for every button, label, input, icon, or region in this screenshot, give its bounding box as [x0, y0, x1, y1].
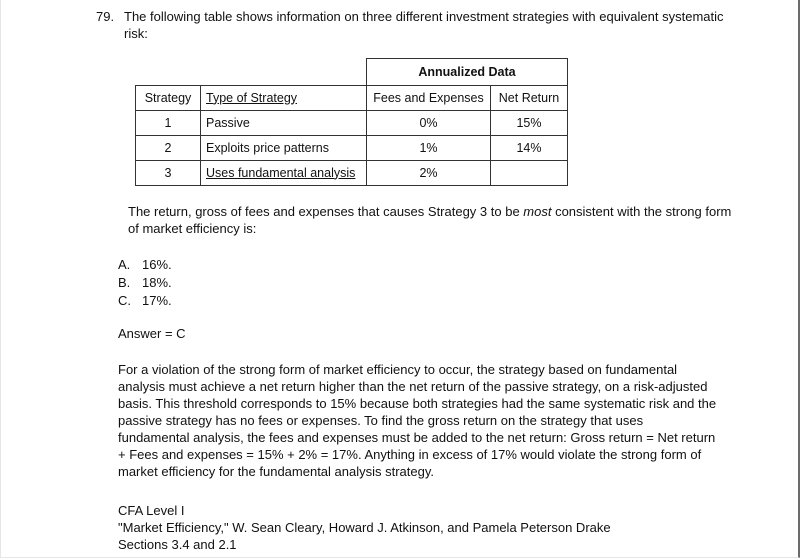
table-header-fees: Fees and Expenses [367, 86, 491, 111]
option-letter: C. [118, 293, 131, 308]
table-cell-type: Uses fundamental analysis [201, 161, 367, 186]
table-cell-fees: 0% [367, 111, 491, 136]
question-number: 79. [96, 9, 115, 24]
table-header-type: Type of Strategy [201, 86, 367, 111]
answer-line: Answer = C [118, 326, 186, 341]
table-header-row [136, 86, 568, 111]
table-header-net-return: Net Return [491, 86, 568, 111]
option-text: 18%. [142, 275, 172, 290]
source-level: CFA Level I [118, 503, 185, 518]
table-cell-net-return: 15% [491, 111, 568, 136]
table-cell-fees: 1% [367, 136, 491, 161]
table-empty-corner [136, 59, 367, 86]
table-group-header-row [136, 59, 568, 86]
table-cell-strategy: 1 [136, 111, 201, 136]
table-cell-net-return [491, 161, 568, 186]
question [96, 8, 736, 42]
table-group-header: Annualized Data [367, 59, 568, 86]
explanation-paragraph: For a violation of the strong form of market efficiency to occur, the strategy based on fundamental analysis must achieve a net return higher than the net return of the passive strategy, on a risk-adjusted basis. This threshold corresponds to 15% because both strategies had the same systematic risk and the passive strategy has no fees or expenses. To find the gross return on the strategy that uses fundamental analysis, the fees and expenses must be added to the net return: Gross return = Net return + Fees and expenses = 15% + 2% = 17%. Anything in excess of 17% would violate the strong form of market efficiency for the fundamental analysis strategy. [118, 362, 717, 479]
table-cell-strategy: 2 [136, 136, 201, 161]
table-cell-fees: 2% [367, 161, 491, 186]
source-reference [118, 502, 738, 553]
question-stem [128, 203, 738, 237]
investment-strategy-table [135, 58, 568, 186]
option-b [118, 274, 172, 292]
stem-text-after: consistent with the strong form of market efficiency is: [128, 204, 732, 236]
table-cell-strategy: 3 [136, 161, 201, 186]
option-letter: B. [118, 275, 131, 290]
option-a [118, 256, 172, 274]
stem-emphasis: most [523, 204, 552, 219]
table-cell-type: Exploits price patterns [201, 136, 367, 161]
source-reading: "Market Efficiency," W. Sean Cleary, Howard J. Atkinson, and Pamela Peterson Drake [118, 520, 611, 535]
source-sections: Sections 3.4 and 2.1 [118, 537, 237, 552]
question-text: The following table shows information on three different investment strategies with equivalent systematic risk: [124, 9, 724, 41]
option-c [118, 292, 172, 310]
table-header-strategy: Strategy [136, 86, 201, 111]
table-cell-net-return: 14% [491, 136, 568, 161]
answer-options [118, 256, 172, 310]
table-row [136, 161, 568, 186]
table-row [136, 136, 568, 161]
option-text: 17%. [142, 293, 172, 308]
option-letter: A. [118, 257, 131, 272]
table-row [136, 111, 568, 136]
stem-text-before: The return, gross of fees and expenses that causes Strategy 3 to be [128, 204, 524, 219]
option-text: 16%. [142, 257, 172, 272]
table-cell-type: Passive [201, 111, 367, 136]
